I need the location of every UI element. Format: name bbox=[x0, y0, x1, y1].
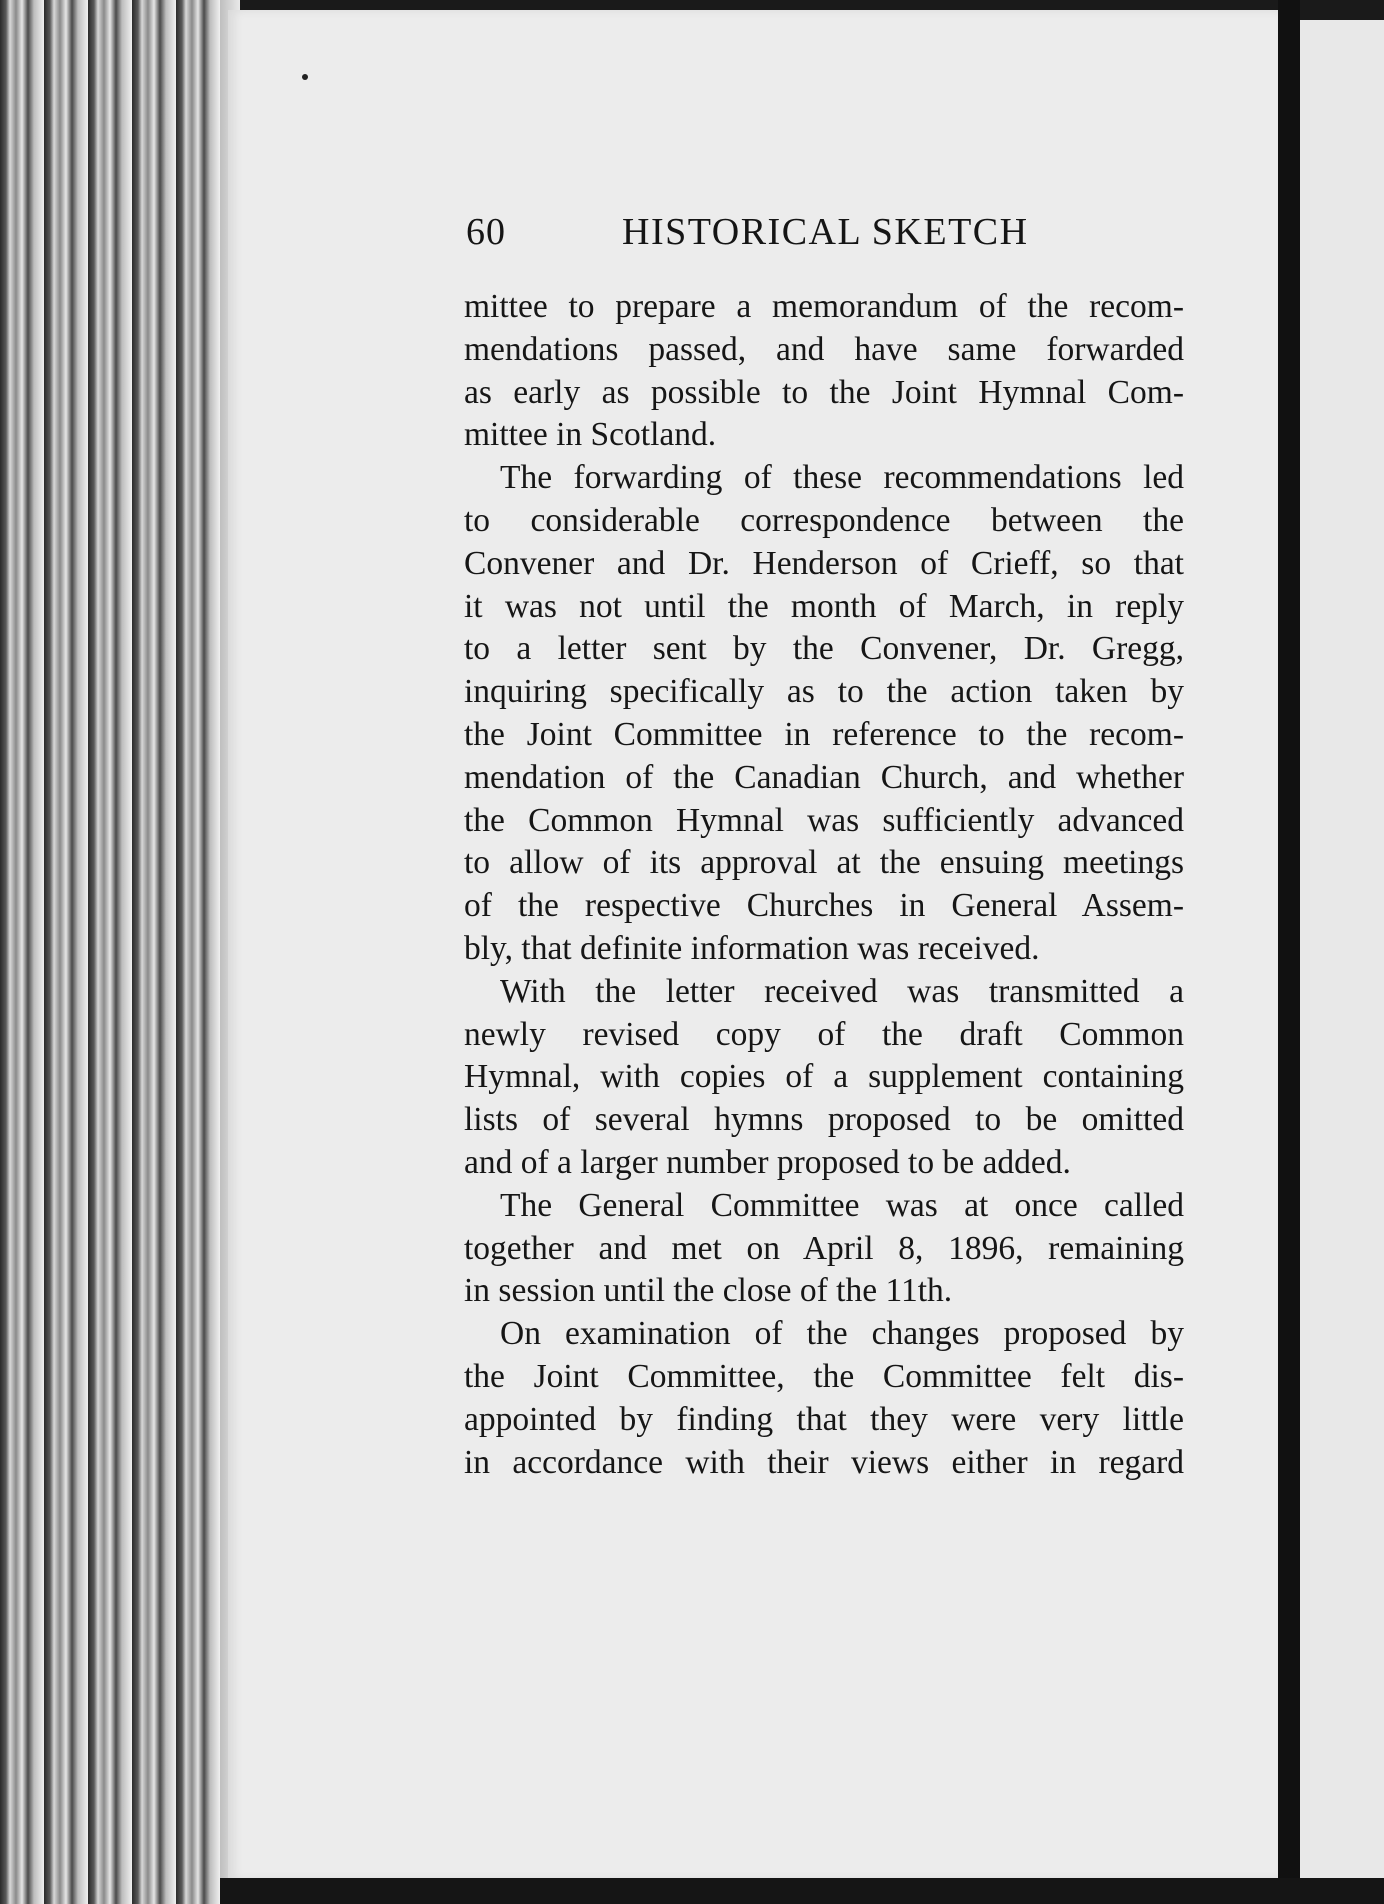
text-line: mittee in Scotland. bbox=[464, 416, 717, 454]
text-line: the Joint Committee in reference to the recom- bbox=[464, 715, 1184, 753]
ink-speck bbox=[302, 74, 308, 80]
text-line: in accordance with their views either in regard bbox=[464, 1443, 1184, 1481]
text-line: it was not until the month of March, in reply bbox=[464, 587, 1184, 625]
text-line: inquiring specifically as to the action taken by bbox=[464, 673, 1184, 711]
text-line: the Joint Committee, the Committee felt dis- bbox=[464, 1357, 1184, 1395]
text-line: The General Committee was at once called bbox=[500, 1186, 1184, 1224]
text-line: appointed by finding that they were very little bbox=[464, 1400, 1184, 1438]
text-line: newly revised copy of the draft Common bbox=[464, 1015, 1184, 1053]
text-line: lists of several hymns proposed to be omitted bbox=[464, 1101, 1184, 1139]
text-line: of the respective Churches in General Assem- bbox=[464, 887, 1184, 925]
text-line: in session until the close of the 11th. bbox=[464, 1272, 953, 1310]
book-page-edges bbox=[0, 0, 240, 1904]
text-line: bly, that definite information was received. bbox=[464, 929, 1040, 967]
text-line: and of a larger number proposed to be added. bbox=[464, 1143, 1071, 1181]
text-line: the Common Hymnal was sufficiently advanced bbox=[464, 801, 1184, 839]
text-line: On examination of the changes proposed by bbox=[500, 1315, 1184, 1353]
text-line: together and met on April 8, 1896, remaining bbox=[464, 1229, 1184, 1267]
book-gutter bbox=[1278, 0, 1300, 1904]
text-line: mittee to prepare a memorandum of the recom- bbox=[464, 288, 1184, 325]
body-text bbox=[464, 286, 1184, 1484]
running-head: HISTORICAL SKETCH bbox=[622, 211, 1029, 253]
text-line: to a letter sent by the Convener, Dr. Gregg, bbox=[464, 630, 1184, 668]
text-line: The forwarding of these recommendations led bbox=[500, 459, 1184, 497]
text-line: to allow of its approval at the ensuing meetings bbox=[464, 844, 1184, 882]
page-header bbox=[466, 210, 1186, 260]
page-number: 60 bbox=[466, 211, 506, 253]
text-line: mendation of the Canadian Church, and whether bbox=[464, 758, 1184, 796]
text-line: With the letter received was transmitted a bbox=[500, 972, 1184, 1010]
facing-page-edge bbox=[1300, 20, 1384, 1880]
text-line: Convener and Dr. Henderson of Crieff, so that bbox=[464, 544, 1184, 582]
text-line: mendations passed, and have same forwarded bbox=[464, 330, 1184, 368]
text-line: Hymnal, with copies of a supplement containing bbox=[464, 1058, 1184, 1096]
text-line: to considerable correspondence between the bbox=[464, 501, 1184, 539]
bottom-page-edge bbox=[220, 1878, 1384, 1904]
text-line: as early as possible to the Joint Hymnal Com- bbox=[464, 373, 1184, 411]
